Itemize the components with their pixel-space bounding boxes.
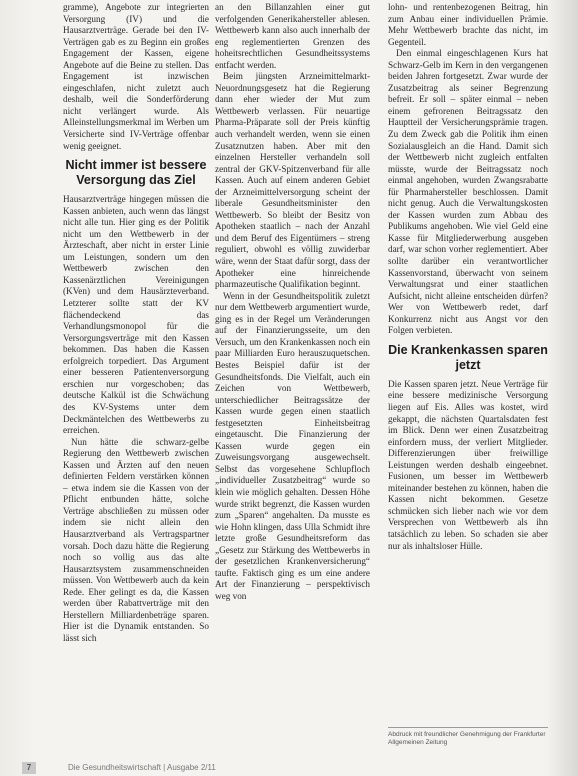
page-number: 7 [22,762,36,774]
text-column-3 [388,2,548,552]
section-heading: Die Krankenkassen sparen jetzt [388,342,548,372]
paragraph: an den Billanzahlen einer gut verfolgenden Generikahersteller ablesen. Wettbewerb kann also auch innerhalb der eng reglementierten Grenzen des hoheitsrechtlichen Gesundheitssystems entfacht werden. [215,2,370,70]
paragraph: Hausarztverträge hingegen müssen die Kassen anbieten, auch wenn das längst nicht alle tun. Hier ging es der Politik nicht um den Wettbewerb in der Ärzteschaft, aber nicht in erster Linie um Leistungen, sondern um den Wettbewerb zwischen den Kassenärztlichen Vereinigungen (KVen) und dem Hausärzteverband. Letzterer sollte statt der KV flächendeckend das Verhandlungsmonopol für die Versorgungsverträge mit den Kassen bekommen. Das haben die Kassen erfolgreich torpediert. Das Argument einer besseren Patientenversorgung erschien nur vorgeschoben; das deutsche Kalkül ist die Schwächung des KV-Systems unter dem Deckmäntelchen des Wettbewerbs zu erreichen. [63,194,209,436]
paragraph: Die Kassen sparen jetzt. Neue Verträge für eine bessere medizinische Versorgung liegen auf Eis. Alles was kostet, wird gekappt, die nächsten Quartalsdaten fest im Blick. Denn wer einen Zusatzbeitrag einfordern muss, der verliert Mitglieder. Differenzierungen über freiwillige Leistungen werden deshalb eingeebnet. Fusionen, um besser im Wettbewerb miteinander bestehen zu können, haben die Kassen nicht bekommen. Gesetze schmücken sich lieber nach wie vor dem Versprechen von Wettbewerb als ihn tatsächlich zu leben. So schaden sie aber nur als inhaltsloser Hülle. [388,378,548,551]
page-edge-shadow [548,0,578,776]
paragraph: lohn- und rentenbezogenen Beitrag, hin zum Anbau einer individuellen Prämie. Mehr Wettbewerb brachte das nicht, im Gegenteil. [388,2,548,47]
paragraph: Beim jüngsten Arzneimittelmarkt-Neuordnungsgesetz hat die Regierung dann eher wieder der Mut zum Wettbewerb verlassen. Für neuartige Pharma-Präparate soll der Preis künftig auch verhandelt werden, wenn sie einen Zusatznutzen haben. Aber mit den einzelnen Hersteller verhandeln soll zentral der GKV-Spitzenverband für alle Kassen. Auch auf einem anderen Gebiet der Arzneimittelversorgung scheint der liberale Gesundheitsminister den Wettbewerb. So bleibt der Besitz von Apotheken staatlich – nach der Anzahl und dem Beruf des Eigentümers – streng reguliert, obwohl es völlig zuwiderbar wäre, wenn der Staat dafür sorgt, dass der Apotheker eine hinreichende pharmazeutische Qualifikation beginnt. [215,71,370,290]
publication-source: Die Gesundheitswirtschaft | Ausgabe 2/11 [68,763,216,772]
section-heading: Nicht immer ist bessere Versorgung das Ziel [65,158,207,188]
text-column-1 [63,2,209,644]
page-footer [22,762,542,776]
reprint-caption: Abdruck mit freundlicher Genehmigung der Frankfurter Allgemeinen Zeitung [388,727,548,759]
paragraph: gramme), Angebote zur integrierten Versorgung (IV) und die Hausarztverträge. Gerade bei den IV-Verträgen gab es zu Beginn ein großes Engagement der Kassen, eigene Angebote auf die Beine zu stellen. Das Engagement ist inzwischen eingeschlafen, nicht zuletzt auch deshalb, weil die Sonderförderung nicht verlängert wurde. Als Alleinstellungsmerkmal im Werben um Versicherte sind IV-Verträge offenbar wenig geeignet. [63,2,209,151]
text-column-2 [215,2,370,602]
paragraph: Den einmal eingeschlagenen Kurs hat Schwarz-Gelb im Kern in den vergangenen beiden Jahren fortgesetzt. Zwar wurde der Zusatzbeitrag als seiner Begrenzung befreit. Er soll – später einmal – neben einem gefrorenen Beitragssatz den Hauptteil der Versicherungsprämie tragen. Zu dem Zweck gab die Politik ihm einen Sozialausgleich an die Hand. Damit sich der Wettbewerb nicht zugleich entfalten müsste, wurde der Beitragssatz noch einmal angehoben, wurden Zwangsrabatte für Pharmahersteller beschlossen. Damit nicht genug. Auch die Verwaltungskosten der Kassen wurden zum Abbau des Publikums angehoben. Wie viel Geld eine Kasse für Mitgliederwerbung ausgeben darf, war schon vorher reglementiert. Aber sollte darüber ein verantwortlicher Kassenvorstand, überwacht von seinem Verwaltungsrat und einer staatlichen Aufsicht, nicht alleine entscheiden dürfen? Wer von Wettbewerb redet, darf Konkurrenz nicht aus Angst vor den Folgen verbieten. [388,48,548,336]
paragraph: Wenn in der Gesundheitspolitik zuletzt nur dem Wettbewerb argumentiert wurde, ging es in der Regel um Veränderungen auf der Finanzierungsseite, um den Versuch, um den Krankenkassen noch ein paar Milliarden Euro herauszuquetschen. Bestes Beispiel dafür ist der Gesundheitsfonds. Die Vielfalt, auch ein Zeichen von Wettbewerb, unterschiedlicher Beitragssätze der Kassen wurde gegen einen staatlich festgesetzten Einheitsbeitrag eingetauscht. Die Finanzierung der Kassen wurde gegen ein Zuweisungsvorgang ausgewechselt. Selbst das vorgesehene Schlupfloch „individueller Zusatzbeitrag“ wurde so klein wie möglich gehalten. Dessen Höhe wurde strikt begrenzt, die Kassen wurden zum „Sparen“ angehalten. Da musste es wie Hohn klingen, dass Ulla Schmidt ihre letzte große Gesundheitsreform das „Gesetz zur Stärkung des Wettbewerbs in der gesetzlichen Krankenversicherung“ taufte. Faktisch ging es um eine andere Art der Finanzierung – perspektivisch weg von [215,290,370,601]
paragraph: Nun hätte die schwarz-gelbe Regierung den Wettbewerb zwischen Kassen und Ärzten auf den neuen definierten Feldern verstärken können – etwa indem sie die Kassen von der Pflicht entbunden hätte, solche Verträge abschließen zu müssen oder indem sie nicht allein den Hausarztverband als Vertragspartner vorsah. Doch dazu hätte die Regierung noch so vollig aus das alte Hausarztsystem zusammenschneiden müssen. Von Wettbewerb auch da kein Rede. Eher gelingt es da, die Kassen werden über Rabattverträge mit den Herstellern Milliardenbeträge sparen. Hier ist die Dynamik entstanden. So lässt sich [63,436,209,643]
